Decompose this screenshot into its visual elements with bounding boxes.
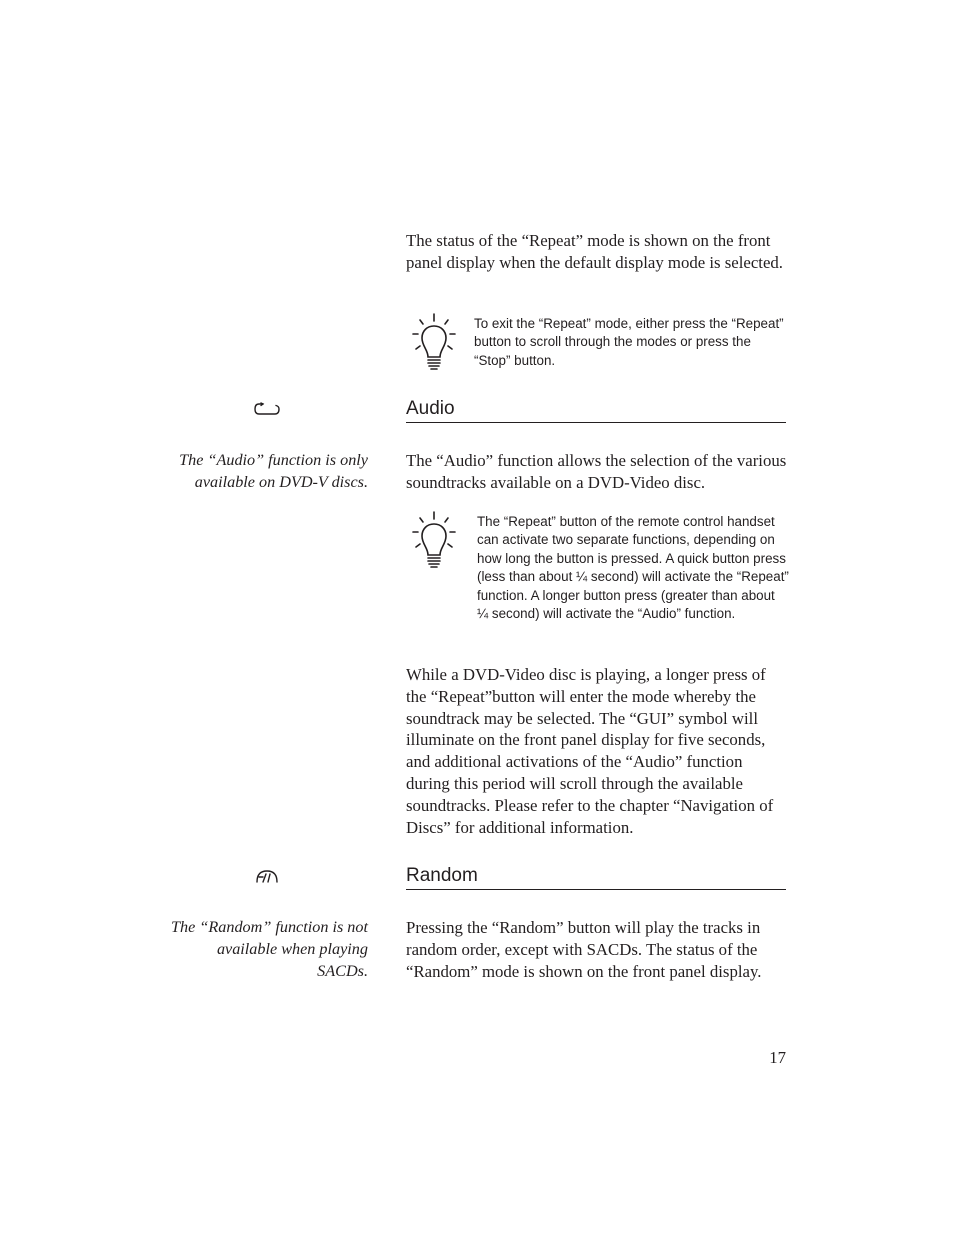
random-side-note: The “Random” function is not available when playing SACDs. (171, 918, 368, 980)
repeat-audio-icon (254, 402, 280, 416)
audio-paragraph-2: While a DVD-Video disc is playing, a longer press of the “Repeat”button will enter the mode whereby the soundtrack may be selected. The “GUI” symbol will illuminate on the front panel display for five seconds, and additional activations of the “Audio” function during this period will scroll through the available soundtracks. Please refer to the chapter “Navigation of Discs” for additional information. (406, 665, 774, 837)
random-paragraph: Pressing the “Random” button will play the tracks in random order, except with SACDs. The status of the “Random” mode is shown on the front panel display. (406, 918, 762, 981)
audio-heading: Audio (406, 398, 786, 423)
intro-paragraph: The status of the “Repeat” mode is shown on the front panel display when the default display mode is selected. (406, 231, 784, 272)
lightbulb-icon (410, 510, 458, 572)
lightbulb-icon (410, 312, 458, 374)
random-heading: Random (406, 865, 786, 890)
audio-side-note: The “Audio” function is only available on DVD-V discs. (179, 451, 368, 491)
tip-text: The “Repeat” button of the remote control handset can activate two separate functions, depending on how long the button is pressed. A quick button press (less than about ¼ second) will activate the “Repeat” function. A longer button press (greater than about ¼ second) will activate the “Audio” function. (477, 514, 789, 622)
audio-paragraph-1: The “Audio” function allows the selection of the various soundtracks available on a DVD-Video disc. (406, 451, 787, 492)
random-icon (255, 869, 279, 883)
tip-text: To exit the “Repeat” mode, either press the “Repeat” button to scroll through the modes or press the “Stop” button. (474, 316, 784, 368)
page-number: 17 (769, 1048, 786, 1067)
